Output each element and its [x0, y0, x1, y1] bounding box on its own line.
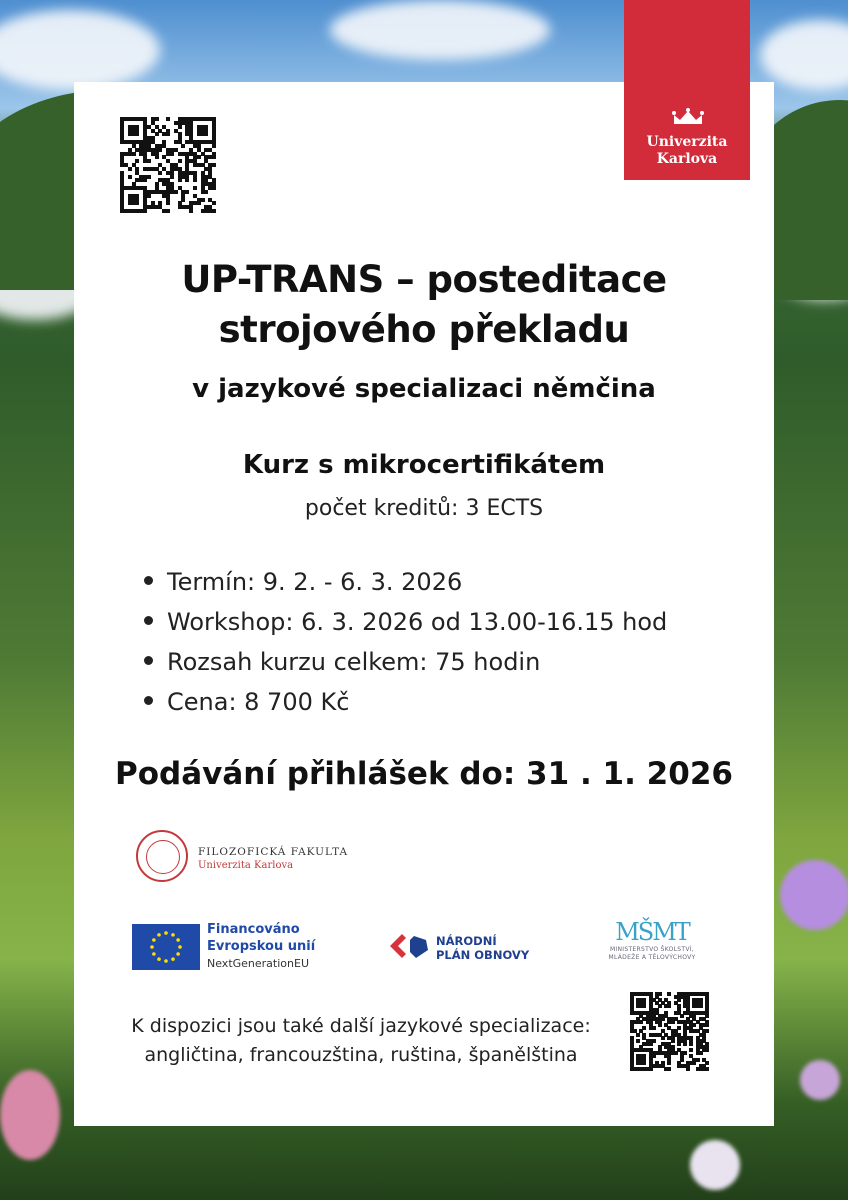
qr-module: [166, 117, 170, 121]
qr-module: [689, 1042, 693, 1046]
qr-module: [135, 132, 139, 136]
title-line1: UP-TRANS – posteditace: [181, 258, 667, 301]
qr-module: [689, 1048, 693, 1052]
qr-module: [674, 1051, 678, 1055]
ministry-name-line2: MLÁDEŽE A TĚLOVÝCHOVY: [608, 954, 696, 961]
qr-module: [143, 178, 147, 182]
eu-star-icon: [150, 945, 154, 949]
qr-module: [178, 125, 182, 129]
ministry-name-line1: MINISTERSTVO ŠKOLSTVÍ,: [609, 946, 695, 953]
qr-module: [135, 159, 139, 163]
eu-star-icon: [164, 959, 168, 963]
qr-module: [185, 178, 189, 182]
qr-module: [667, 1004, 671, 1008]
faculty-name: FILOZOFICKÁ FAKULTA: [198, 846, 349, 858]
npo-mark-icon: [386, 930, 430, 962]
qr-module: [147, 175, 151, 179]
qr-module: [181, 144, 185, 148]
qr-module: [667, 1061, 671, 1065]
qr-module: [636, 1033, 640, 1037]
qr-module: [705, 1067, 709, 1071]
qr-module: [155, 132, 159, 136]
qr-module: [174, 190, 178, 194]
qr-module: [699, 1051, 703, 1055]
bullet-icon: [144, 616, 153, 625]
crown-icon: [672, 108, 704, 126]
qr-module: [212, 186, 216, 190]
ministry-logo-mark: MŠMT: [615, 918, 689, 946]
qr-module: [158, 171, 162, 175]
list-item: Workshop: 6. 3. 2026 od 13.00-16.15 hod: [144, 602, 667, 642]
qr-module: [705, 1048, 709, 1052]
qr-module: [178, 178, 182, 182]
details-list: [144, 562, 667, 722]
application-deadline: Podávání přihlášek do: 31 . 1. 2026: [115, 756, 733, 792]
course-credits: počet kreditů: 3 ECTS: [304, 496, 544, 521]
qr-module: [642, 1061, 646, 1065]
qr-module: [204, 132, 208, 136]
page-title: [74, 255, 774, 355]
eu-star-icon: [157, 933, 161, 937]
qr-module: [128, 175, 132, 179]
course-heading: Kurz s mikrocertifikátem: [242, 450, 606, 480]
other-specializations: [96, 1012, 626, 1070]
qr-module: [649, 1067, 653, 1071]
qr-module: [158, 148, 162, 152]
list-item: Rozsah kurzu celkem: 75 hodin: [144, 642, 667, 682]
eu-flag-icon: [132, 924, 200, 970]
qr-code-bottom[interactable]: [630, 992, 708, 1070]
eu-star-icon: [157, 957, 161, 961]
qr-module: [189, 209, 193, 213]
bullet-icon: [144, 696, 153, 705]
qr-module: [212, 144, 216, 148]
qr-module: [128, 167, 132, 171]
eu-star-icon: [152, 952, 156, 956]
title-line2: strojového překladu: [218, 308, 630, 351]
qr-module: [652, 1026, 656, 1030]
list-item: Termín: 9. 2. - 6. 3. 2026: [144, 562, 667, 602]
qr-module: [212, 163, 216, 167]
footer-line2: angličtina, francouzština, ruština, španělština: [144, 1044, 578, 1066]
qr-module: [185, 190, 189, 194]
qr-code-top[interactable]: [120, 117, 216, 213]
list-item: Cena: 8 700 Kč: [144, 682, 667, 722]
eu-text-line2: Evropskou unií: [207, 939, 316, 954]
qr-module: [686, 1067, 690, 1071]
qr-module: [658, 1023, 662, 1027]
qr-module: [197, 155, 201, 159]
qr-module: [692, 1061, 696, 1065]
qr-module: [147, 194, 151, 198]
qr-module: [166, 132, 170, 136]
qr-module: [642, 1004, 646, 1008]
qr-module: [166, 209, 170, 213]
qr-module: [680, 1014, 684, 1018]
eu-star-icon: [152, 938, 156, 942]
qr-module: [193, 178, 197, 182]
ministry-logo: [600, 918, 704, 962]
eu-star-icon: [164, 931, 168, 935]
faculty-university: Univerzita Karlova: [198, 860, 294, 871]
qr-module: [181, 198, 185, 202]
qr-module: [667, 992, 671, 996]
qr-module: [178, 159, 182, 163]
qr-module: [155, 155, 159, 159]
qr-module: [661, 1036, 665, 1040]
npo-text-line1: NÁRODNÍ: [436, 934, 497, 948]
footer-line1: K dispozici jsou také další jazykové specializace:: [131, 1015, 591, 1037]
bullet-icon: [144, 656, 153, 665]
eu-star-icon: [178, 945, 182, 949]
qr-module: [671, 1020, 675, 1024]
qr-module: [155, 117, 159, 121]
eu-star-icon: [171, 933, 175, 937]
title-subline: v jazykové specializaci němčina: [192, 374, 656, 404]
qr-module: [201, 198, 205, 202]
qr-module: [143, 209, 147, 213]
university-name-line2: Karlova: [656, 151, 718, 167]
qr-module: [212, 155, 216, 159]
qr-module: [204, 190, 208, 194]
npo-text-line2: PLÁN OBNOVY: [436, 948, 530, 962]
qr-module: [683, 1042, 687, 1046]
qr-module: [170, 175, 174, 179]
qr-module: [170, 152, 174, 156]
qr-module: [649, 1042, 653, 1046]
eu-star-icon: [176, 952, 180, 956]
qr-module: [135, 201, 139, 205]
qr-module: [699, 1004, 703, 1008]
qr-module: [639, 1020, 643, 1024]
qr-module: [705, 1023, 709, 1027]
eu-star-icon: [176, 938, 180, 942]
qr-module: [193, 186, 197, 190]
qr-module: [132, 152, 136, 156]
qr-module: [166, 201, 170, 205]
university-logo: [624, 0, 750, 180]
qr-module: [147, 159, 151, 163]
university-name-line1: Univerzita: [646, 134, 728, 150]
eu-text-line1: Financováno: [207, 922, 300, 937]
qr-module: [197, 201, 201, 205]
faculty-seal-icon: [136, 830, 188, 882]
qr-module: [636, 1039, 640, 1043]
eu-text-line3: NextGenerationEU: [207, 957, 309, 970]
eu-star-icon: [171, 957, 175, 961]
qr-module: [677, 1042, 681, 1046]
qr-module: [667, 1067, 671, 1071]
bullet-icon: [144, 576, 153, 585]
qr-module: [212, 209, 216, 213]
qr-module: [212, 201, 216, 205]
